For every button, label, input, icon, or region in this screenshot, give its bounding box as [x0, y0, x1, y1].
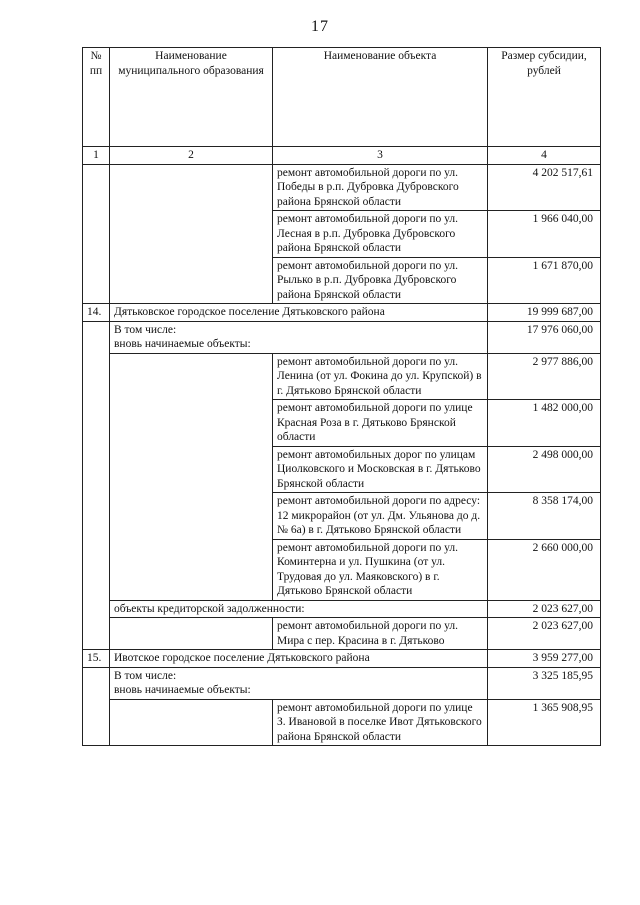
- object-cell: ремонт автомобильной дороги по ул. Победы в р.п. Дубровка Дубровского района Брянской области: [273, 164, 488, 211]
- object-cell: ремонт автомобильной дороги по улице Красная Роза в г. Дятьково Брянской области: [273, 400, 488, 447]
- amount-cell: 1 966 040,00: [488, 211, 601, 258]
- object-cell: ремонт автомобильной дороги по улице З. Ивановой в поселке Ивот Дятьковского района Брянской области: [273, 699, 488, 746]
- municipality-row: [83, 650, 601, 668]
- header-object: Наименование объекта: [273, 48, 488, 147]
- amount-cell: 3 325 185,95: [488, 667, 601, 699]
- object-cell: ремонт автомобильной дороги по ул. Ленина (от ул. Фокина до ул. Крупской) в г. Дятьково Брянской области: [273, 353, 488, 400]
- object-cell: ремонт автомобильных дорог по улицам Циолковского и Московская в г. Дятьково Брянской области: [273, 446, 488, 493]
- column-number: 1: [83, 147, 110, 165]
- amount-cell: 1 365 908,95: [488, 699, 601, 746]
- municipality-name: Дятьковское городское поселение Дятьковского района: [110, 304, 488, 322]
- column-number-row: [83, 147, 601, 165]
- header-row: [83, 48, 601, 147]
- column-number: 2: [110, 147, 273, 165]
- object-cell: ремонт автомобильной дороги по адресу: 12 микрорайон (от ул. Дм. Ульянова до д. № 6а) в г. Дятьково Брянской области: [273, 493, 488, 540]
- subtotal-row: [83, 667, 601, 699]
- amount-cell: 1 671 870,00: [488, 257, 601, 304]
- subsidy-table: [82, 47, 601, 746]
- amount-cell: 2 498 000,00: [488, 446, 601, 493]
- column-number: 3: [273, 147, 488, 165]
- table-row: [83, 400, 601, 447]
- row-number: 14.: [83, 304, 110, 322]
- header-municipality: Наименование муниципального образования: [110, 48, 273, 147]
- amount-cell: 2 977 886,00: [488, 353, 601, 400]
- table-row: [83, 353, 601, 400]
- page-number: 17: [311, 18, 329, 35]
- amount-cell: 4 202 517,61: [488, 164, 601, 211]
- table-row: [83, 211, 601, 258]
- header-number: № пп: [83, 48, 110, 147]
- object-cell: ремонт автомобильной дороги по ул. Рылько в р.п. Дубровка Дубровского района Брянской области: [273, 257, 488, 304]
- table-row: [83, 257, 601, 304]
- table-row: [83, 699, 601, 746]
- object-cell: ремонт автомобильной дороги по ул. Коминтерна и ул. Пушкина (от ул. Трудовая до ул. Маяковского) в г. Дятьково Брянской области: [273, 539, 488, 600]
- table-row: [83, 493, 601, 540]
- subtotal-row: [83, 600, 601, 618]
- amount-cell: 1 482 000,00: [488, 400, 601, 447]
- amount-cell: 2 023 627,00: [488, 618, 601, 650]
- municipality-row: [83, 304, 601, 322]
- table-row: [83, 446, 601, 493]
- subtotal-row: [83, 321, 601, 353]
- subtotal-label: В том числе: вновь начинаемые объекты:: [110, 667, 488, 699]
- municipality-name: Ивотское городское поселение Дятьковского района: [110, 650, 488, 668]
- subtotal-label: объекты кредиторской задолженности:: [110, 600, 488, 618]
- subtotal-label: В том числе: вновь начинаемые объекты:: [110, 321, 488, 353]
- amount-cell: 3 959 277,00: [488, 650, 601, 668]
- object-cell: ремонт автомобильной дороги по ул. Лесная в р.п. Дубровка Дубровского района Брянской области: [273, 211, 488, 258]
- table-row: [83, 539, 601, 600]
- row-number: 15.: [83, 650, 110, 668]
- table-row: [83, 164, 601, 211]
- column-number: 4: [488, 147, 601, 165]
- amount-cell: 2 023 627,00: [488, 600, 601, 618]
- amount-cell: 2 660 000,00: [488, 539, 601, 600]
- object-cell: ремонт автомобильной дороги по ул. Мира с пер. Красина в г. Дятьково: [273, 618, 488, 650]
- table-row: [83, 618, 601, 650]
- header-amount: Размер субсидии, рублей: [488, 48, 601, 147]
- amount-cell: 8 358 174,00: [488, 493, 601, 540]
- amount-cell: 19 999 687,00: [488, 304, 601, 322]
- amount-cell: 17 976 060,00: [488, 321, 601, 353]
